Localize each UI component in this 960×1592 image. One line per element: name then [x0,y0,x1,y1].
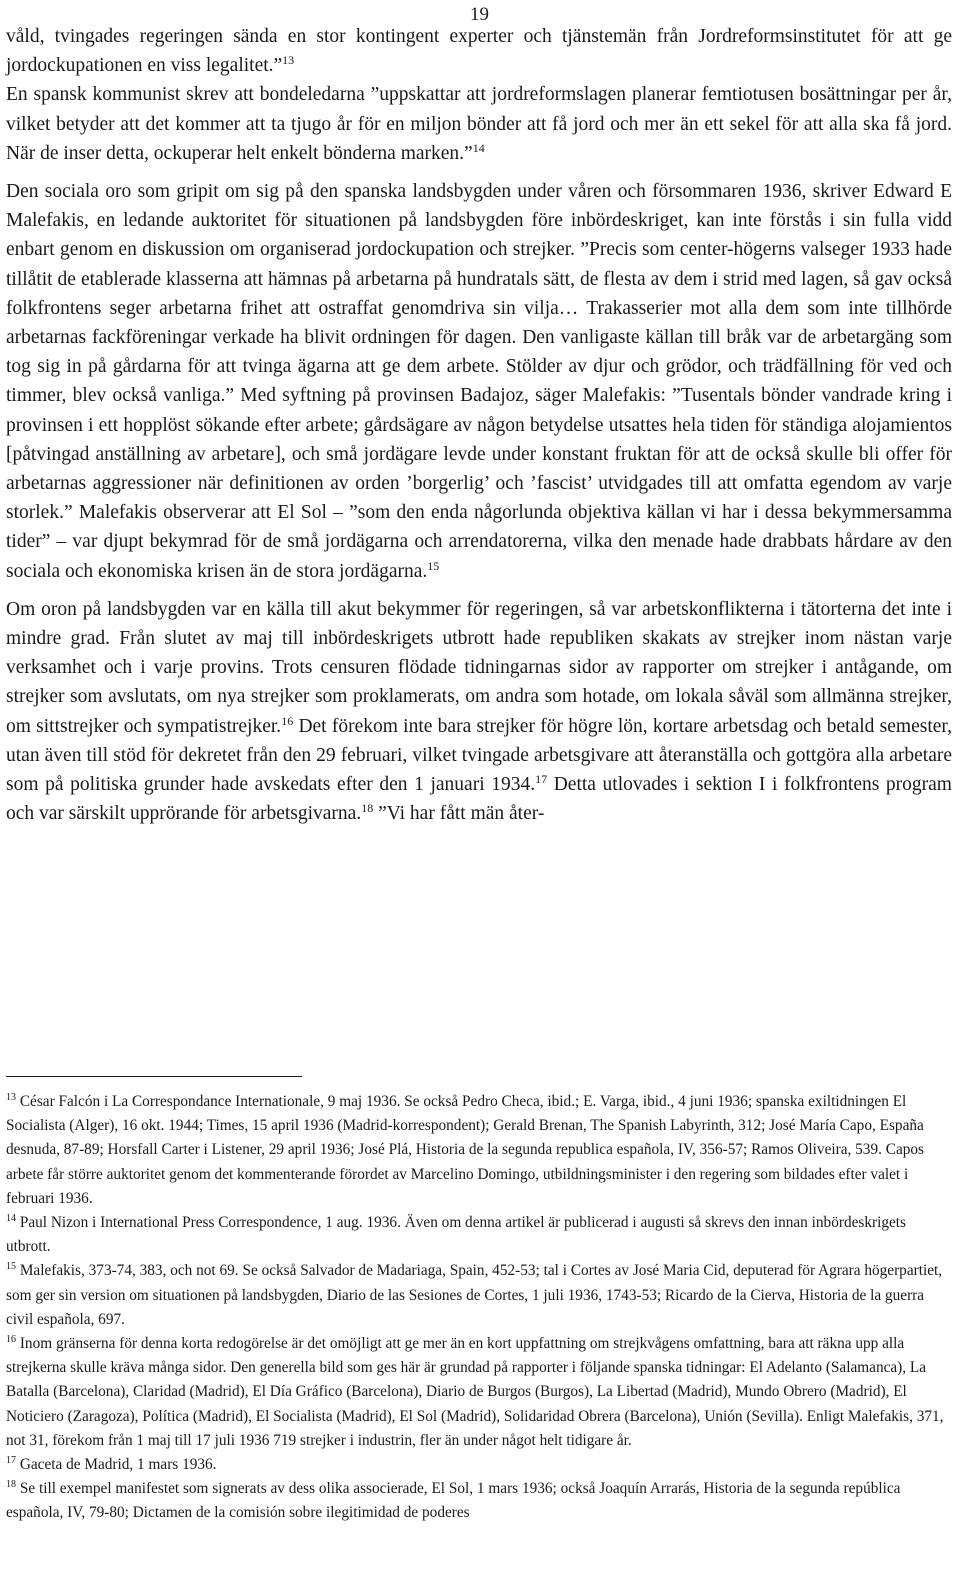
footnote-number: 14 [6,1213,16,1225]
paragraph-text: våld, tvingades regeringen sända en stor kontingent experter och tjänstemän från Jordreformsinstitutet för att ge jordockupationen en viss legalitet.” [6,26,952,77]
footnote-number: 15 [6,1261,16,1273]
footnote-divider [6,1076,302,1077]
footnote-reference: 14 [472,140,485,155]
footnote-reference: 17 [535,772,548,787]
paragraph [6,595,952,829]
footnote-text: César Falcón i La Correspondance Internationale, 9 maj 1936. Se också Pedro Checa, ibid.; E. Varga, ibid., 4 juni 1936; spanska exiltidningen El Socialista (Alger), 16 okt. 1944; Times, 15 april 1936 (Madrid-korrespondent); Gerald Brenan, The Spanish Labyrinth, 312; José María Capo, España desnuda, 87-89; Horsfall Carter i Listener, 29 april 1936; José Plá, Historia de la segunda republica española, IV, 356-57; Ramos Oliveira, 539. Capos arbete får större auktoritet genom det kommenterande förordet av Marcelino Domingo, utbildningsminister i den regering som bildades efter valet i februari 1936. [6,1093,924,1207]
footnote-text: Inom gränserna för denna korta redogörelse är det omöjligt att ge mer än en kort uppfattning om strejkvågens omfattning, bara att räkna upp alla strejkerna skulle kräva många sidor. Den generella bild som ges här är grundad på rapporter i följande spanska tidningar: El Adelanto (Salamanca), La Batalla (Barcelona), Claridad (Madrid), El Día Gráfico (Barcelona), Diario de Burgos (Burgos), La Libertad (Madrid), Mundo Obrero (Madrid), El Noticiero (Zaragoza), Política (Madrid), El Socialista (Madrid), El Sol (Madrid), Solidaridad Obrera (Barcelona), Unión (Sevilla). Enligt Malefakis, 371, not 31, förekom från 1 maj till 17 juli 1936 719 strejker i industrin, fler än under något helt tidigare år. [6,1335,944,1449]
footnote-reference: 13 [282,53,295,68]
footnote-text: Paul Nizon i International Press Correspondence, 1 aug. 1936. Även om denna artikel är publicerad i augusti så skrevs den innan inbördeskrigets utbrott. [6,1214,906,1256]
paragraph-text: Detta utlovades i sektion I i folkfrontens program och var särskilt upprörande för arbetsgivarna. [6,774,952,825]
footnote [6,1090,950,1211]
footnote [6,1477,950,1525]
footnote-number: 17 [6,1455,16,1467]
footnote-number: 18 [6,1479,16,1491]
footnote-reference: 16 [281,713,294,728]
footnote-text: Gaceta de Madrid, 1 mars 1936. [19,1456,217,1474]
page-number: 19 [470,4,489,25]
footnote [6,1332,950,1453]
footnote-text: Malefakis, 373-74, 383, och not 69. Se också Salvador de Madariaga, Spain, 452-53; tal i Cortes av José Maria Cid, deputerad för Agrara högerpartiet, som ger sin version om situationen på landsbygden, Diario de las Sesiones de Cortes, 1 juli 1936, 1743-53; Ricardo de la Cierva, Historia de la guerra civil española, 697. [6,1262,943,1328]
body-text [6,22,952,837]
footnote [6,1453,950,1477]
footnotes [6,1090,950,1526]
footnote [6,1211,950,1259]
footnote [6,1259,950,1332]
paragraph-text: En spansk kommunist skrev att bondeledarna ”uppskattar att jordreformslagen planerar femtiotusen bosättningar per år, vilket betyder att det kommer att ta tjugo år för en miljon bönder att få jord och mer än ett sekel för att alla ska få jord. När de inser detta, ockuperar helt enkelt bönderna marken.” [6,84,952,164]
footnote-number: 16 [6,1334,16,1346]
paragraph-text: Den sociala oro som gripit om sig på den spanska landsbygden under våren och försommaren 1936, skriver Edward E Malefakis, en ledande auktoritet för situationen på landsbygden före inbördeskriget, kan inte förstås i sin fulla vidd enbart genom en diskussion om organiserad jordockupation och strejker. ”Precis som center-högerns valseger 1933 hade tillåtit de etablerade klasserna att hämnas på arbetarna på hundratals sätt, de flesta av dem i strid med lagen, så gav också folkfrontens seger arbetarna frihet att ostraffat genomdriva sin vilja… Trakasserier mot alla dem som inte tillhörde arbetarnas fackföreningar verkade ha blivit ordningen för dagen. Den vanligaste källan till bråk var de arbetargäng som tog sig in på gårdarna för att tvinga ägarna att ge dem arbete. Stölder av djur och grödor, och trädfällning för ved och timmer, blev också vanliga.” Med syftning på provinsen Badajoz, säger Malefakis: ”Tusentals bönder vandrade kring i provinsen i ett hopplöst sökande efter arbete; gårdsägare av någon betydelse utsattes hela tiden för ständiga alojamientos [påtvingad anställning av arbetare], och små jordägare levde under konstant fruktan för att de också skulle bli offer för arbetarnas aggressioner när definitionen av orden ’borgerlig’ och ’fascist’ utvidgades till att omfatta egendom av varje storlek.” Malefakis observerar att El Sol – ”som den enda någorlunda objektiva källan vi har i dessa bekymmersamma tider” – var djupt bekymrad för de små jordägarna och arrendatorerna, vilka den menade hade drabbats hårdare av den sociala och ekonomiska krisen än de stora jordägarna. [6,181,952,582]
paragraph [6,177,952,586]
paragraph [6,80,952,168]
footnote-reference: 18 [361,801,374,816]
footnote-number: 13 [6,1092,16,1103]
footnote-text: Se till exempel manifestet som signerats av dess olika associerade, El Sol, 1 mars 1936; också Joaquín Arrarás, Historia de la segunda república española, IV, 79-80; Dictamen de la comisión sobre ilegitimidad de poderes [6,1480,901,1522]
paragraph-text: Om oron på landsbygden var en källa till akut bekymmer för regeringen, så var arbetskonflikterna i tätorterna det inte i mindre grad. Från slutet av maj till inbördeskrigets utbrott hade republiken skakats av strejker inom nästan varje verksamhet och i varje provins. Trots censuren flödade tidningarnas sidor av rapporter om strejker i antågande, om strejker som avslutats, om nya strejker som proklamerats, om andra som hotade, om lokala såväl som allmänna strejker, om sittstrejker och sympatistrejker. [6,598,952,737]
footnote-reference: 15 [427,558,440,573]
paragraph-text: Det förekom inte bara strejker för högre lön, kortare arbetsdag och betald semester, utan även till stöd för dekretet från den 29 februari, vilket tvingade arbetsgivare att återanställa och gottgöra alla arbetare som på politiska grunder hade avskedats efter den 1 januari 1934. [6,715,952,796]
paragraph [6,22,952,80]
paragraph-text: ”Vi har fått män åter- [373,803,545,825]
